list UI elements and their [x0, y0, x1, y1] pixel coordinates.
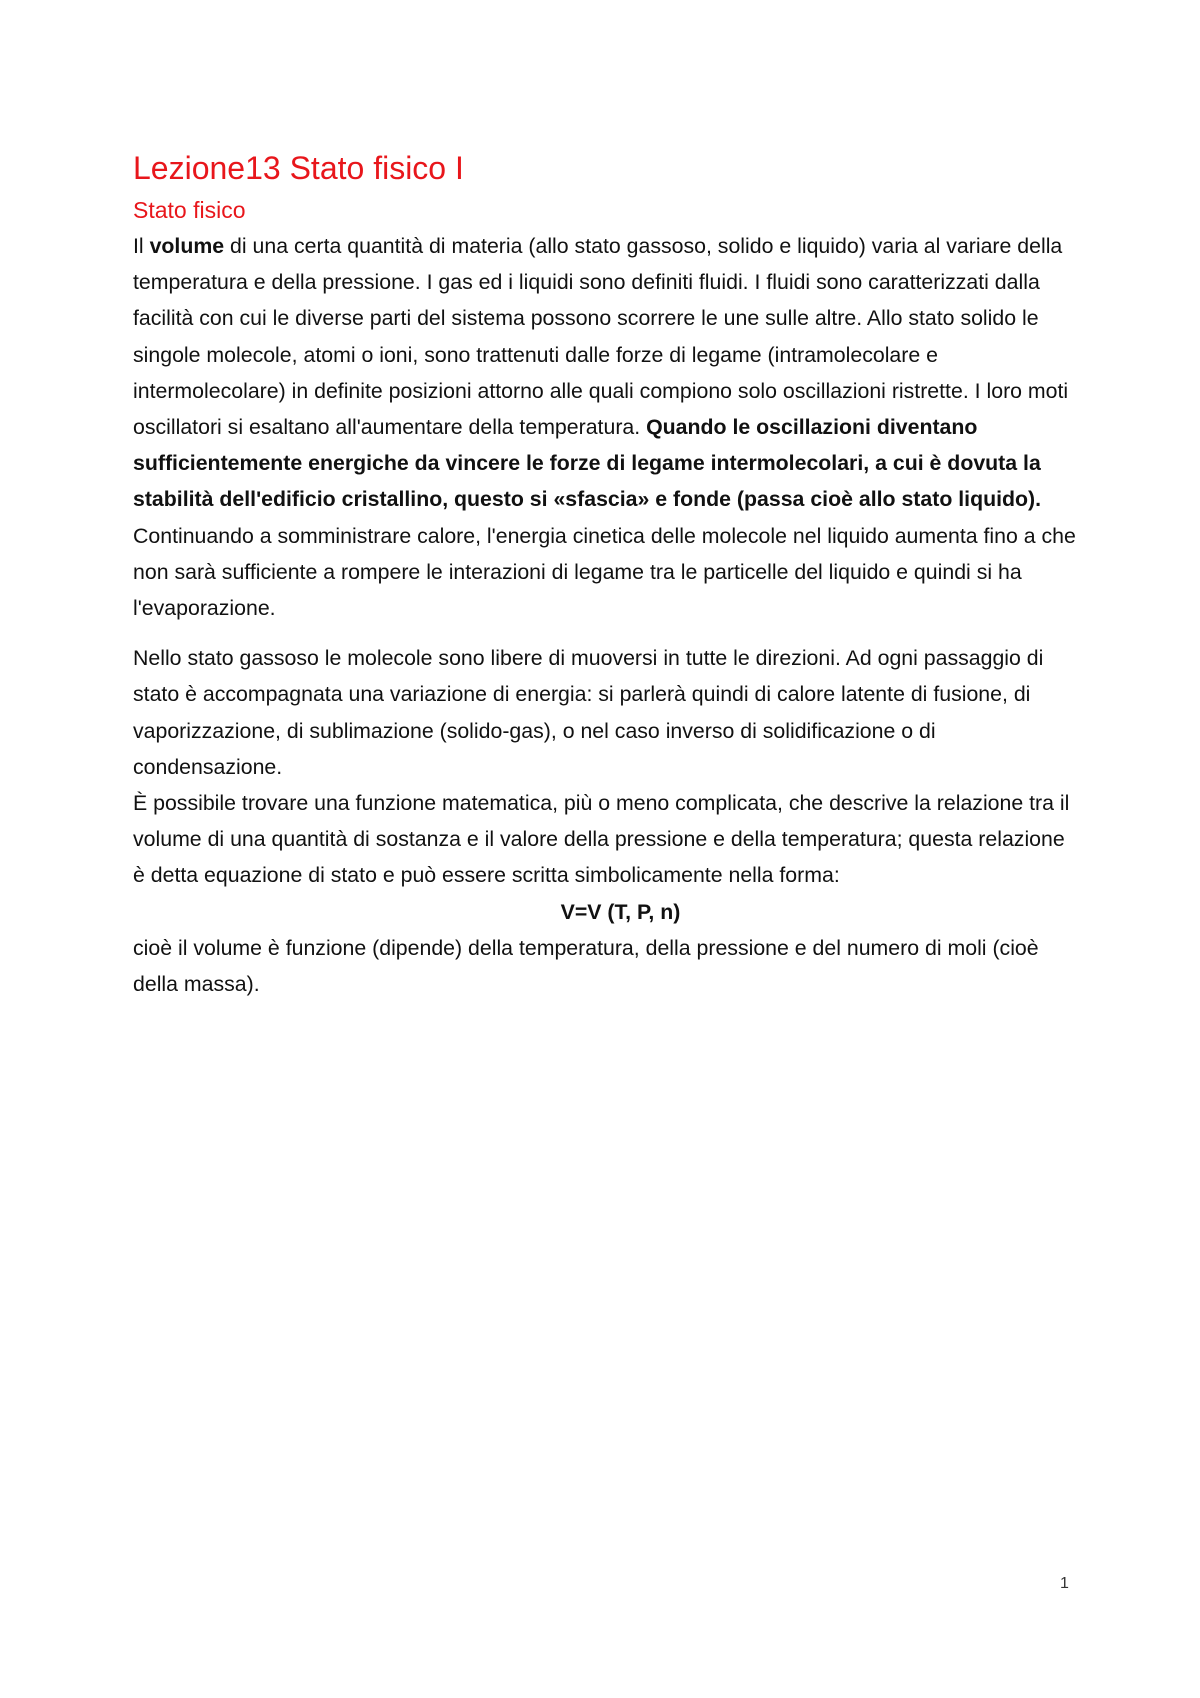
paragraph-1-bold-1: volume — [149, 234, 225, 258]
equation-of-state: V=V (T, P, n) — [560, 899, 681, 924]
paragraph-1-text-2: di una certa quantità di materia (allo stato gassoso, solido e liquido) varia al variare della temperatura e della pressione. I gas ed i liquidi sono definiti fluidi. I fluidi sono caratterizzati dalla facilità con cui le diverse parti del sistema possono scorrere le une sulle altre. Allo stato solido le singole molecole, atomi o ioni, sono trattenuti dalle forze di legame (intramolecolare e intermolecolare) in definite posizioni attorno alle quali compiono solo oscillazioni ristrette. I loro moti oscillatori si esaltano all'aumentare della temperatura. — [133, 234, 1069, 440]
paragraph-4: cioè il volume è funzione (dipende) della temperatura, della pressione e del numero di moli (cioè della massa). — [133, 935, 1039, 997]
paragraph-2: Nello stato gassoso le molecole sono libere di muoversi in tutte le direzioni. Ad ogni passaggio di stato è accompagnata una variazione di energia: si parlerà quindi di calore latente di fusione, di vaporizzazione, di sublimazione (solido-gas), o nel caso inverso di solidificazione o di condensazione. — [133, 646, 1044, 779]
document-content — [133, 148, 1078, 1002]
page-number: 1 — [1060, 1575, 1069, 1592]
paragraph-1-text-3: Continuando a somministrare calore, l'energia cinetica delle molecole nel liquido aumenta fino a che non sarà sufficiente a rompere le interazioni di legame tra le particelle del liquido e quindi si ha l'evaporazione. — [133, 523, 1076, 621]
section-heading: Stato fisico — [133, 197, 246, 223]
paragraph-1 — [133, 228, 1078, 626]
paragraph-1-bold-2: Quando le oscillazioni diventano sufficientemente energiche da vincere le forze di legame intermolecolari, a cui è dovuta la stabilità dell'edificio cristallino, questo si «sfascia» e fonde (passa cioè allo stato liquido). — [133, 415, 1042, 512]
paragraph-1-text-1: Il — [133, 234, 150, 258]
paragraph-gap — [133, 626, 1078, 640]
paragraph-3: È possibile trovare una funzione matematica, più o meno complicata, che descrive la relazione tra il volume di una quantità di sostanza e il valore della pressione e della temperatura; questa relazione è detta equazione di stato e può essere scritta simbolicamente nella forma: — [133, 791, 1070, 888]
page-title: Lezione13 Stato fisico I — [133, 150, 464, 186]
